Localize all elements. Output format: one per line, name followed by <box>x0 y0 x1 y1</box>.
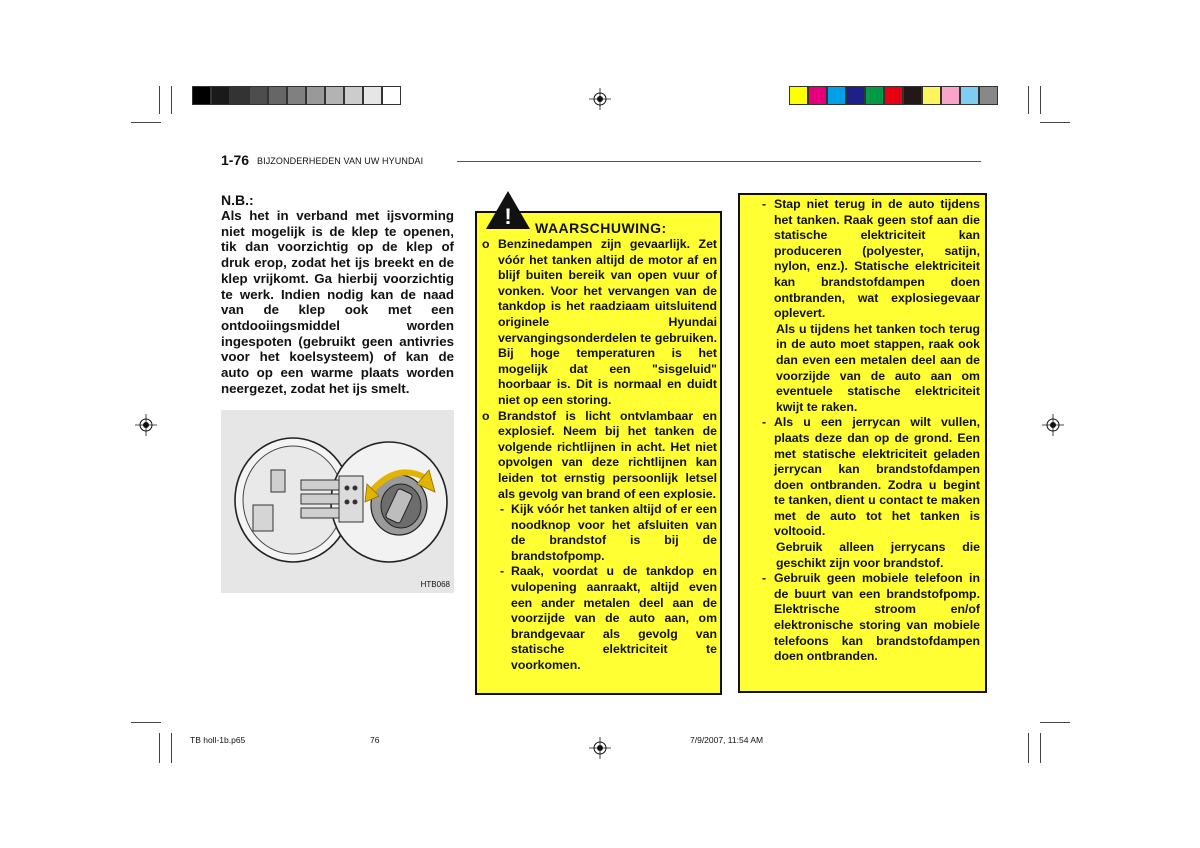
list-marker: o <box>482 237 490 251</box>
crop-mark <box>1040 86 1041 114</box>
figure-label: HTB068 <box>420 580 450 589</box>
crop-mark <box>1040 733 1041 763</box>
tip-item-text: Als u een jerrycan wilt vullen, plaats deze dan op de grond. Een met statische elektriciteit geladen jerrycan kan brandstofdampen doen ontbranden. Zodra u begint te tanken, dient u contact te maken met de auto tot het tanken is voltooid. <box>774 415 980 539</box>
warning-item-text: Brandstof is licht ontvlambaar en explosief. Neem bij het tanken de volgende richtlijnen in acht. Het niet opvolgen van deze richtlijnen kan leiden tot ernstig persoonlijk letsel als gevolg van brand of een explosie. <box>498 408 717 501</box>
tip-item <box>744 571 980 665</box>
footer-timestamp: 7/9/2007, 11:54 AM <box>690 735 764 745</box>
registration-mark-icon <box>1042 414 1064 436</box>
list-marker: - <box>500 502 505 517</box>
crop-mark <box>131 122 161 123</box>
nb-title: N.B.: <box>221 192 254 208</box>
list-marker: - <box>762 571 767 586</box>
crop-mark <box>171 733 172 763</box>
print-swatch <box>249 86 268 105</box>
color-swatch-bar <box>789 86 998 105</box>
nb-text: Als het in verband met ijsvorming niet mogelijk is de klep te openen, tik dan voorzichtig op de klep of druk erop, zodat het ijs breekt en de klep vrijkomt. Ga hierbij voorzichtig te werk. Indien nodig kan de naad van de klep ook met een ontdooiingsmiddel worden ingespoten (gebruikt geen antivries voor het koelsysteem) of kan de auto op een warme plaats worden neergezet, zodat het ijs smelt. <box>221 208 454 396</box>
tip-item <box>744 540 980 571</box>
print-swatch <box>344 86 363 105</box>
registration-mark-icon <box>589 737 611 759</box>
crop-mark <box>159 86 160 114</box>
warning-item <box>481 409 717 503</box>
print-swatch <box>941 86 960 105</box>
print-swatch <box>903 86 922 105</box>
crop-mark <box>171 86 172 114</box>
fuel-door-drawing-icon <box>221 410 454 593</box>
svg-text:!: ! <box>504 204 512 229</box>
list-marker: - <box>762 197 767 211</box>
warning-item <box>481 564 717 673</box>
print-swatch <box>363 86 382 105</box>
warning-list <box>481 237 717 674</box>
warning-title: WAARSCHUWING: <box>535 220 667 236</box>
list-marker: o <box>482 408 490 423</box>
crop-mark <box>1040 122 1070 123</box>
warning-item-text: Kijk vóór het tanken altijd of er een noodknop voor het afsluiten van de brandstof is bij de brandstofpomp. <box>511 502 717 563</box>
crop-mark <box>1028 733 1029 763</box>
print-swatch <box>306 86 325 105</box>
crop-mark <box>159 733 160 763</box>
section-title: BIJZONDERHEDEN VAN UW HYUNDAI <box>257 156 424 166</box>
print-swatch <box>789 86 808 105</box>
print-swatch <box>979 86 998 105</box>
crop-mark <box>131 722 161 723</box>
tip-item-text: Gebruik alleen jerrycans die geschikt zijn voor brandstof. <box>776 540 980 570</box>
tip-item <box>744 197 980 322</box>
print-swatch <box>884 86 903 105</box>
tip-item-text: Gebruik geen mobiele telefoon in de buurt van een brandstofpomp. Elektrische stroom en/of elektronische storing van mobiele telefoons kan brandstofdampen doen ontbranden. <box>774 571 980 664</box>
warning-item-text: Raak, voordat u de tankdop en vulopening aanraakt, altijd even een ander metalen deel aan de voorzijde van de auto aan, om brandgevaar als gevolg van statische elektriciteit te voorkomen. <box>511 564 717 673</box>
tip-item-text: Als u tijdens het tanken toch terug in de auto moet stappen, raak ook dan even een metalen deel aan de voorzijde van de auto aan om eventuele statische elektriciteit kwijt te raken. <box>776 321 980 414</box>
print-swatch <box>808 86 827 105</box>
print-swatch <box>846 86 865 105</box>
registration-mark-icon <box>135 414 157 436</box>
fuel-door-illustration <box>221 410 454 593</box>
crop-mark <box>1040 722 1070 723</box>
tip-item-text: Stap niet terug in de auto tijdens het tanken. Raak geen stof aan die statische elektriciteit kan produceren (polyester, satijn, nylon, enz.). Statische elektriciteit kan brandstofdampen doen ontbranden, wat explosiegevaar oplevert. <box>774 197 980 321</box>
list-marker: - <box>762 415 767 430</box>
print-swatch <box>287 86 306 105</box>
footer-file: TB holl-1b.p65 <box>190 735 246 745</box>
header-rule <box>457 161 981 162</box>
crop-mark <box>1028 86 1029 114</box>
print-swatch <box>325 86 344 105</box>
print-swatch <box>865 86 884 105</box>
page-number: 1-76 <box>221 152 250 168</box>
print-swatch <box>827 86 846 105</box>
warning-item-text: Benzinedampen zijn gevaarlijk. Zet vóór het tanken altijd de motor af en blijf buiten bereik van open vuur of vonken. Voor het vervangen van de tankdop is het raadziaam uitsluitend originele Hyundai vervangingsonderdelen te gebruiken. Bij hoge temperaturen is het mogelijk dat een "sisgeluid" hoorbaar is. Dit is normaal en duidt niet op een storing. <box>498 237 717 407</box>
gray-swatch-bar <box>192 86 401 105</box>
footer-page: 76 <box>370 735 380 745</box>
registration-mark-icon <box>589 88 611 110</box>
page-header <box>221 152 981 168</box>
print-swatch <box>192 86 211 105</box>
list-marker: - <box>500 564 505 579</box>
print-swatch <box>268 86 287 105</box>
print-swatch <box>922 86 941 105</box>
print-swatch <box>960 86 979 105</box>
print-swatch <box>211 86 230 105</box>
warning-item <box>481 237 717 409</box>
print-swatch <box>230 86 249 105</box>
tip-item <box>744 322 980 416</box>
print-swatch <box>382 86 401 105</box>
fueling-tips-list <box>744 197 980 665</box>
tip-item <box>744 415 980 540</box>
warning-item <box>481 502 717 564</box>
warning-triangle-icon <box>485 190 531 230</box>
